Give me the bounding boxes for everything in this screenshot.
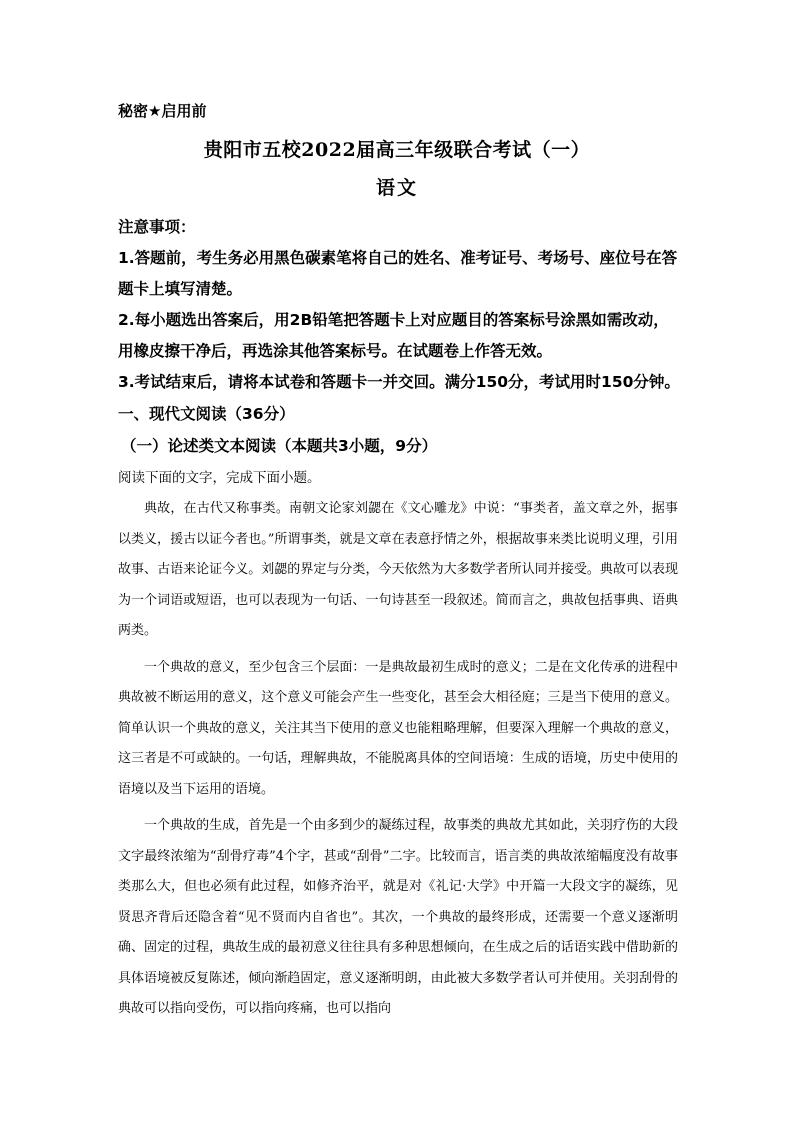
notice-item: 1.答题前，考生务必用黑色碳素笔将自己的姓名、准考证号、考场号、座位号在答题卡上填写清楚。 bbox=[118, 249, 678, 298]
passage-paragraph: 典故，在古代又称事类。南朝文论家刘勰在《文心雕龙》中说：“事类者，盖文章之外，据事以类义，援古以证今者也。”所谓事类，就是文章在表意抒情之外，根据故事来类比说明义理，引用故事、古语来论证今义。刘勰的界定与分类，今天依然为大多数学者所认同并接受。典故可以表现为一个词语或短语，也可以表现为一句话、一句诗甚至一段叙述。简而言之，典故包括事典、语典两类。 bbox=[118, 501, 678, 638]
reading-instruction: 阅读下面的文字，完成下面小题。 bbox=[118, 470, 321, 486]
section-heading: 一、现代文阅读（36分） bbox=[118, 405, 295, 423]
subsection-heading: （一）论述类文本阅读（本题共3小题，9分） bbox=[121, 437, 438, 455]
reading-passage bbox=[118, 494, 678, 1031]
subject-title: 语文 bbox=[375, 177, 418, 199]
notice-item: 3.考试结束后，请将本试卷和答题卡一并交回。满分150分，考试用时150分钟。 bbox=[118, 373, 680, 391]
notice-heading: 注意事项： bbox=[118, 218, 196, 236]
exam-title: 贵阳市五校2022届高三年级联合考试（一） bbox=[203, 139, 591, 161]
notice-item: 2.每小题选出答案后，用2B铅笔把答题卡上对应题目的答案标号涂黑如需改动，用橡皮擦干净后，再选涂其他答案标号。在试题卷上作答无效。 bbox=[118, 311, 669, 360]
passage-paragraph: 一个典故的意义，至少包含三个层面：一是典故最初生成时的意义；二是在文化传承的进程中典故被不断运用的意义，这个意义可能会产生一些变化，甚至会大相径庭；三是当下使用的意义。简单认识一个典故的意义，关注其当下使用的意义也能粗略理解，但要深入理解一个典故的意义，这三者是不可或缺的。一句话，理解典故，不能脱离具体的空间语境：生成的语境，历史中使用的语境以及当下运用的语境。 bbox=[118, 659, 678, 797]
notice-block bbox=[118, 212, 683, 398]
passage-paragraph: 一个典故的生成，首先是一个由多到少的凝练过程，故事类的典故尤其如此，关羽疗伤的大段文字最终浓缩为“刮骨疗毒”4个字，甚或“刮骨”二字。比较而言，语言类的典故浓缩幅度没有故事类那么大，但也必须有此过程，如修齐治平，就是对《礼记·大学》中开篇一大段文字的凝练，见贤思齐背后还隐含着“见不贤而内自省也”。其次，一个典故的最终形成，还需要一个意义逐渐明确、固定的过程，典故生成的最初意义往往具有多种思想倾向，在生成之后的话语实践中借助新的具体语境被反复陈述，倾向渐趋固定，意义逐渐明朗，由此被大多数学者认可并使用。关羽刮骨的典故可以指向受伤，可以指向疼痛，也可以指向 bbox=[118, 818, 678, 1016]
confidential-label: 秘密★启用前 bbox=[118, 102, 207, 120]
